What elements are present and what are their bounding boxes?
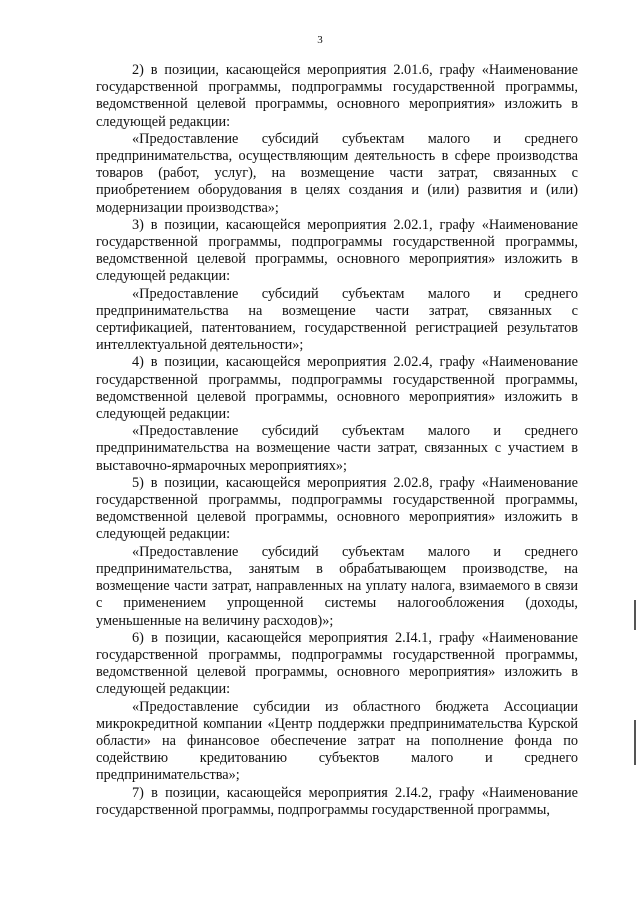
scan-edge-mark bbox=[634, 720, 636, 765]
paragraph-item-4-instruction: 4) в позиции, касающейся мероприятия 2.02.4, графу «Наименование государственной программы, подпрограммы государственной программы, ведомственной целевой программы, основного мероприятия» изложить в следующей редакции: bbox=[96, 354, 578, 423]
paragraph-item-4-new-wording: «Предоставление субсидий субъектам малого и среднего предпринимательства на возмещение части затрат, связанных с участием в выставочно-ярмарочных мероприятиях»; bbox=[96, 423, 578, 474]
paragraph-item-3-new-wording: «Предоставление субсидий субъектам малого и среднего предпринимательства на возмещение части затрат, связанных с сертификацией, патентованием, государственной регистрацией результатов интеллектуальной деятельности»; bbox=[96, 285, 578, 354]
paragraph-item-2-new-wording: «Предоставление субсидий субъектам малого и среднего предпринимательства, осуществляющим деятельность в сфере производства товаров (работ, услуг), на возмещение части затрат, связанных с приобретением оборудования в целях создания и (или) развития и (или) модернизации производства»; bbox=[96, 130, 578, 216]
paragraph-item-3-instruction: 3) в позиции, касающейся мероприятия 2.02.1, графу «Наименование государственной программы, подпрограммы государственной программы, ведомственной целевой программы, основного мероприятия» изложить в следующей редакции: bbox=[96, 216, 578, 285]
document-body bbox=[96, 62, 578, 819]
paragraph-item-6-instruction: 6) в позиции, касающейся мероприятия 2.I4.1, графу «Наименование государственной программы, подпрограммы государственной программы, ведомственной целевой программы, основного мероприятия» изложить в следующей редакции: bbox=[96, 629, 578, 698]
scan-edge-mark bbox=[634, 600, 636, 630]
paragraph-item-5-new-wording: «Предоставление субсидий субъектам малого и среднего предпринимательства, занятым в обрабатывающем производстве, на возмещение части затрат, направленных на уплату налога, взимаемого в связи с применением упрощенной системы налогообложения (доходы, уменьшенные на величину расходов)»; bbox=[96, 543, 578, 629]
page-number: 3 bbox=[317, 34, 323, 46]
paragraph-item-5-instruction: 5) в позиции, касающейся мероприятия 2.02.8, графу «Наименование государственной программы, подпрограммы государственной программы, ведомственной целевой программы, основного мероприятия» изложить в следующей редакции: bbox=[96, 474, 578, 543]
paragraph-item-2-instruction: 2) в позиции, касающейся мероприятия 2.01.6, графу «Наименование государственной программы, подпрограммы государственной программы, ведомственной целевой программы, основного мероприятия» изложить в следующей редакции: bbox=[96, 62, 578, 130]
paragraph-item-6-new-wording: «Предоставление субсидии из областного бюджета Ассоциации микрокредитной компании «Центр поддержки предпринимательства Курской области» на финансовое обеспечение затрат на пополнение фонда по содействию кредитованию субъектов малого и среднего предпринимательства»; bbox=[96, 698, 578, 784]
paragraph-item-7-instruction: 7) в позиции, касающейся мероприятия 2.I4.2, графу «Наименование государственной программы, подпрограммы государственной программы, bbox=[96, 784, 578, 818]
